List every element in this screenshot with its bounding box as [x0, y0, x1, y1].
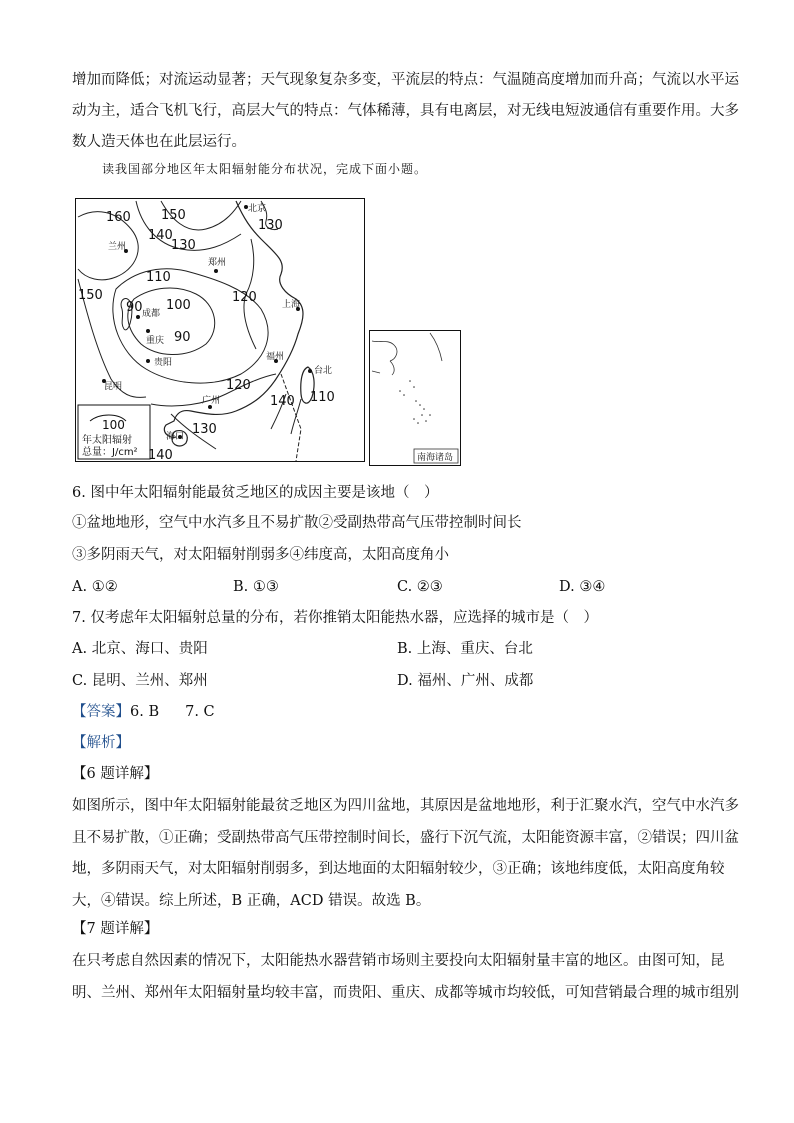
contour-label: 100	[166, 298, 191, 313]
inset-label: 南海诸岛	[417, 453, 454, 463]
legend-value: 100	[102, 418, 125, 432]
q6-option-b[interactable]: B. ①③	[233, 579, 279, 595]
q6-option-c[interactable]: C. ②③	[397, 579, 443, 595]
analysis-tag: 【解析】	[72, 735, 130, 751]
city-label: 广州	[202, 396, 221, 406]
q7-option-d[interactable]: D. 福州、广州、成都	[397, 673, 534, 689]
detail7-tag: 【7 题详解】	[72, 921, 159, 937]
detail-line: 地，多阴雨天气，对太阳辐射削弱多，到达地面的太阳辐射较少，③正确；该地纬度低，太阳高度角较	[72, 861, 725, 877]
city-dot	[136, 315, 140, 319]
legend-line: 年太阳辐射	[82, 435, 132, 446]
question-intro: 读我国部分地区年太阳辐射能分布状况，完成下面小题。	[102, 162, 428, 176]
contour-label: 120	[232, 290, 257, 305]
paragraph-line: 增加而降低；对流运动显著；天气现象复杂多变，平流层的特点：气温随高度增加而升高；气流以水平运	[72, 72, 739, 88]
city-label: 北京	[248, 204, 267, 214]
top-paragraph	[72, 65, 739, 158]
contour-label: 130	[192, 422, 217, 437]
detail-line: 如图所示，图中年太阳辐射能最贫乏地区为四川盆地，其原因是盆地地形，利于汇聚水汽，空气中水汽多	[72, 798, 739, 814]
city-label: 昆明	[104, 382, 123, 392]
contour-label: 90	[174, 330, 191, 345]
city-label: 台北	[314, 366, 333, 376]
city-label: 海口	[166, 432, 185, 442]
boundary-line	[281, 374, 301, 461]
detail6-tag: 【6 题详解】	[72, 766, 159, 782]
detail6-body	[72, 791, 739, 917]
city-dot	[146, 329, 150, 333]
detail-line: 明、兰州、郑州年太阳辐射量均较丰富，而贵阳、重庆、成都等城市均较低，可知营销最合理的城市组别	[72, 984, 739, 1001]
city-label: 重庆	[146, 336, 165, 346]
contour-line	[113, 269, 268, 383]
q7-stem: 7. 仅考虑年太阳辐射总量的分布，若你推销太阳能热水器，应选择的城市是（ ）	[72, 610, 598, 626]
contour-label: 140	[270, 394, 295, 409]
contour-label: 120	[226, 378, 251, 393]
detail7-body	[72, 946, 739, 1009]
contour-label: 150	[78, 288, 103, 303]
city-dot	[214, 269, 218, 273]
detail-line: 且不易扩散，①正确；受副热带高气压带控制时间长，盛行下沉气流，太阳能资源丰富，②错误；四川盆	[72, 829, 739, 846]
answer-6: 6. B	[130, 704, 160, 720]
q7-option-c[interactable]: C. 昆明、兰州、郑州	[72, 673, 208, 689]
map-drawing	[76, 199, 364, 461]
contour-label: 110	[310, 390, 335, 405]
city-label: 兰州	[108, 242, 127, 252]
detail-line: 大，④错误。综上所述，B 正确，ACD 错误。故选 B。	[72, 892, 431, 909]
city-label: 贵阳	[154, 358, 173, 368]
q7-option-b[interactable]: B. 上海、重庆、台北	[397, 641, 533, 657]
q6-line1: ①盆地地形，空气中水汽多且不易扩散②受副热带高气压带控制时间长	[72, 515, 522, 531]
city-dot	[308, 369, 312, 373]
q7-option-a[interactable]: A. 北京、海口、贵阳	[72, 641, 208, 657]
inset-drawing	[370, 331, 460, 465]
contour-label: 140	[148, 228, 173, 243]
city-dot	[146, 359, 150, 363]
contour-label: 150	[161, 208, 186, 223]
contour-label: 140	[148, 448, 173, 461]
q6-stem: 6. 图中年太阳辐射能最贫乏地区的成因主要是该地（ ）	[72, 485, 439, 501]
contour-label: 110	[146, 270, 171, 285]
city-label: 福州	[266, 352, 285, 362]
solar-radiation-map	[75, 198, 365, 462]
city-label: 上海	[282, 300, 301, 310]
paragraph-line: 动为主，适合飞机飞行，高层大气的特点：气体稀薄，具有电离层，对无线电短波通信有重要作用。大多	[72, 103, 739, 119]
paragraph-line: 数人造天体也在此层运行。	[72, 134, 246, 150]
q6-option-d[interactable]: D. ③④	[559, 579, 606, 595]
answer-tag: 【答案】	[72, 704, 130, 720]
south-china-sea-inset	[369, 330, 461, 466]
answer-7: 7. C	[185, 704, 215, 720]
legend-line: 总量：J/cm²	[82, 447, 138, 458]
q6-line2: ③多阴雨天气，对太阳辐射削弱多④纬度高，太阳高度角小	[72, 547, 449, 563]
detail-line: 在只考虑自然因素的情况下，太阳能热水器营销市场则主要投向太阳辐射量丰富的地区。由图可知，昆	[72, 953, 725, 969]
city-label: 成都	[142, 309, 161, 319]
answer-line	[72, 700, 215, 724]
city-label: 郑州	[208, 258, 227, 268]
contour-label: 90	[126, 300, 143, 315]
contour-label: 130	[171, 238, 196, 253]
contour-label: 130	[258, 218, 283, 233]
contour-label: 160	[106, 210, 131, 225]
q6-option-a[interactable]: A. ①②	[72, 579, 118, 595]
